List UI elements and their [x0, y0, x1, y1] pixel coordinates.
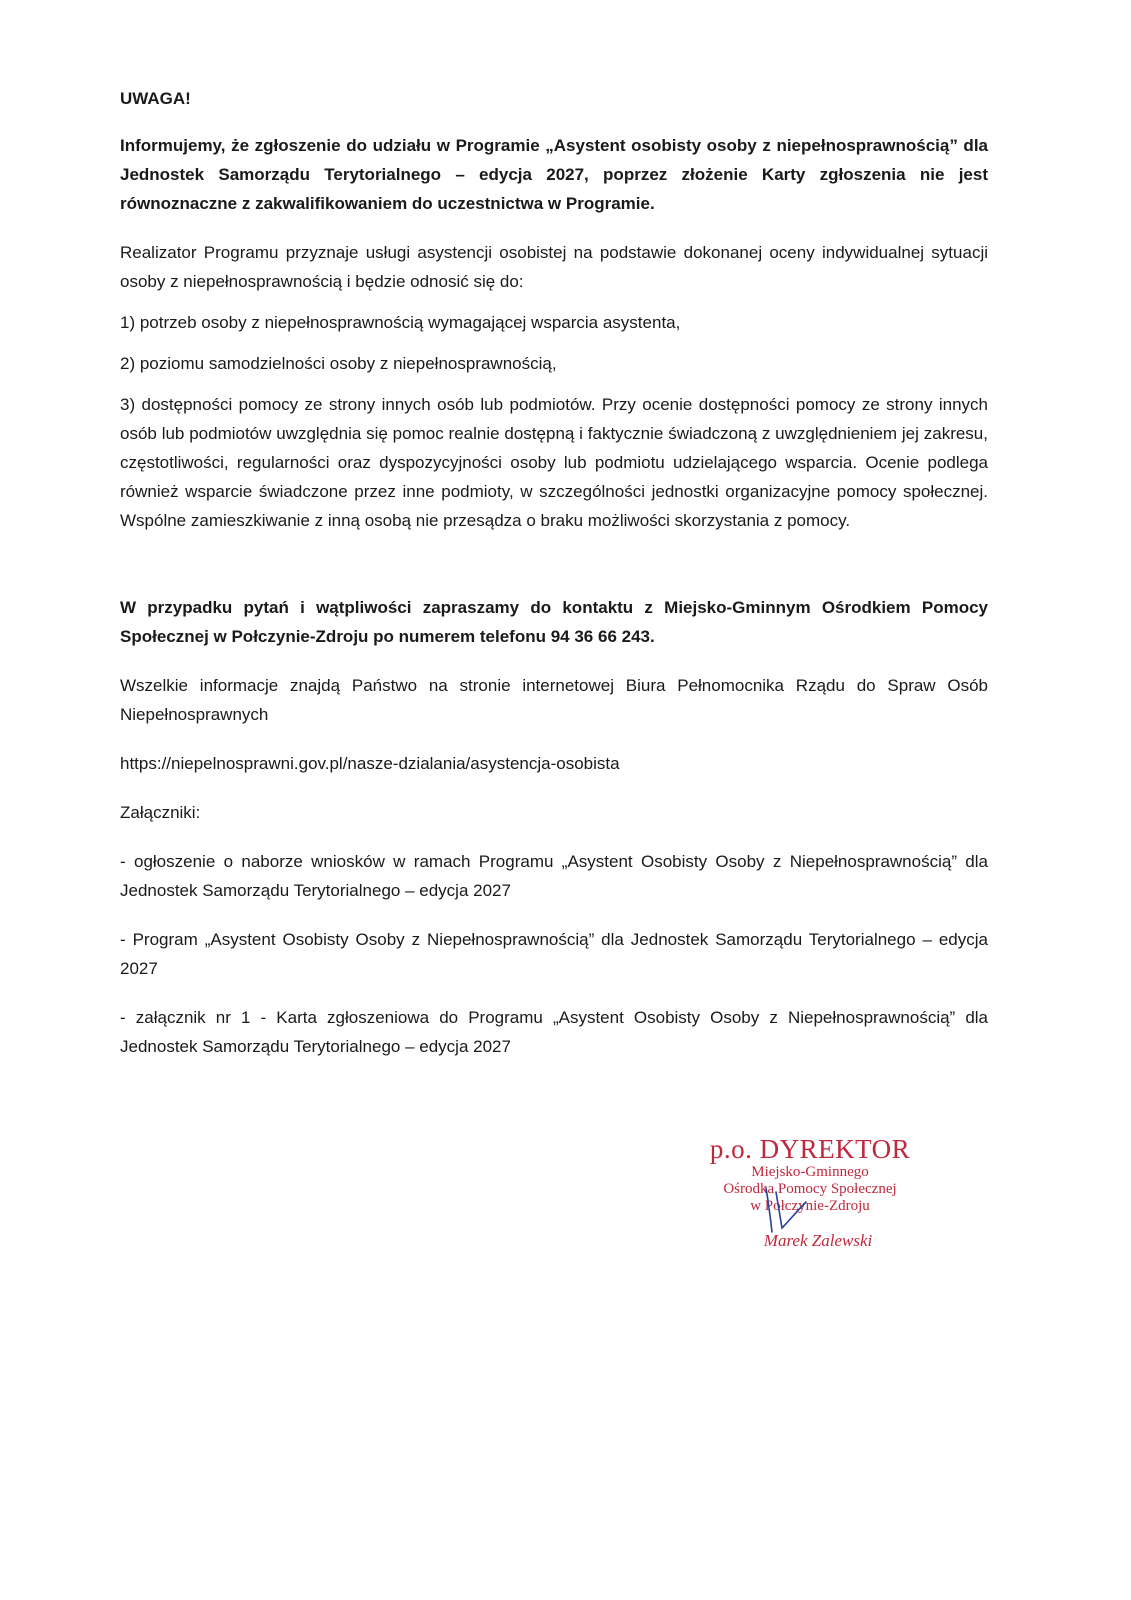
info-paragraph: Wszelkie informacje znajdą Państwo na stronie internetowej Biura Pełnomocnika Rządu do Spraw Osób Niepełnosprawnych [120, 676, 988, 724]
criterion-3: 3) dostępności pomocy ze strony innych osób lub podmiotów. Przy ocenie dostępności pomocy ze strony innych osób lub podmiotów uwzględnia się pomoc realnie dostępną i faktycznie świadczoną z uwzględnieniem jej zakresu, częstotliwości, regularności oraz dyspozycyjności osoby lub podmiotu udzielającego wsparcia. Ocenie podlega również wsparcie świadczone przez inne podmioty, w szczególności jednostki organizacyjne pomocy społecznej. Wspólne zamieszkiwanie z inną osobą nie przesądza o braku możliwości skorzystania z pomocy. [120, 395, 988, 530]
document-body [120, 84, 988, 1061]
stamp-name: Marek Zalewski [763, 1231, 873, 1250]
website-link[interactable]: https://niepelnosprawni.gov.pl/nasze-dzialania/asystencja-osobista [120, 754, 620, 773]
criterion-2: 2) poziomu samodzielności osoby z niepełnosprawnością, [120, 354, 557, 373]
intro-paragraph: Realizator Programu przyznaje usługi asystencji osobistej na podstawie dokonanej oceny indywidualnej sytuacji osoby z niepełnosprawnością i będzie odnosić się do: [120, 243, 988, 291]
stamp-title: p.o. DYREKTOR [709, 1134, 911, 1164]
handwritten-signature-icon [746, 1180, 816, 1240]
attachment-item-3: - załącznik nr 1 - Karta zgłoszeniowa do Programu „Asystent Osobisty Osoby z Niepełnosprawnością” dla Jednostek Samorządu Terytorialnego – edycja 2027 [120, 1008, 988, 1056]
notice-heading: UWAGA! [120, 89, 191, 108]
attachments-heading: Załączniki: [120, 803, 201, 822]
attachment-item-2: - Program „Asystent Osobisty Osoby z Niepełnosprawnością” dla Jednostek Samorządu Terytorialnego – edycja 2027 [120, 930, 988, 978]
attachment-item-1: - ogłoszenie o naborze wniosków w ramach Programu „Asystent Osobisty Osoby z Niepełnosprawnością” dla Jednostek Samorządu Terytorialnego – edycja 2027 [120, 852, 988, 900]
stamp-line-1: Miejsko-Gminnego [751, 1164, 869, 1180]
criterion-1: 1) potrzeb osoby z niepełnosprawnością wymagającej wsparcia asystenta, [120, 313, 681, 332]
contact-paragraph: W przypadku pytań i wątpliwości zapraszamy do kontaktu z Miejsko-Gminnym Ośrodkiem Pomocy Społecznej w Połczynie-Zdroju po numerem telefonu 94 36 66 243. [120, 598, 988, 646]
stamp-line-2: Ośrodka Pomocy Społecznej [723, 1181, 897, 1197]
stamp-line-3: w Połczynie-Zdroju [750, 1198, 870, 1214]
notice-paragraph: Informujemy, że zgłoszenie do udziału w Programie „Asystent osobisty osoby z niepełnosprawnością” dla Jednostek Samorządu Terytorialnego – edycja 2027, poprzez złożenie Karty zgłoszenia nie jest równoznaczne z zakwalifikowaniem do uczestnictwa w Programie. [120, 136, 988, 213]
